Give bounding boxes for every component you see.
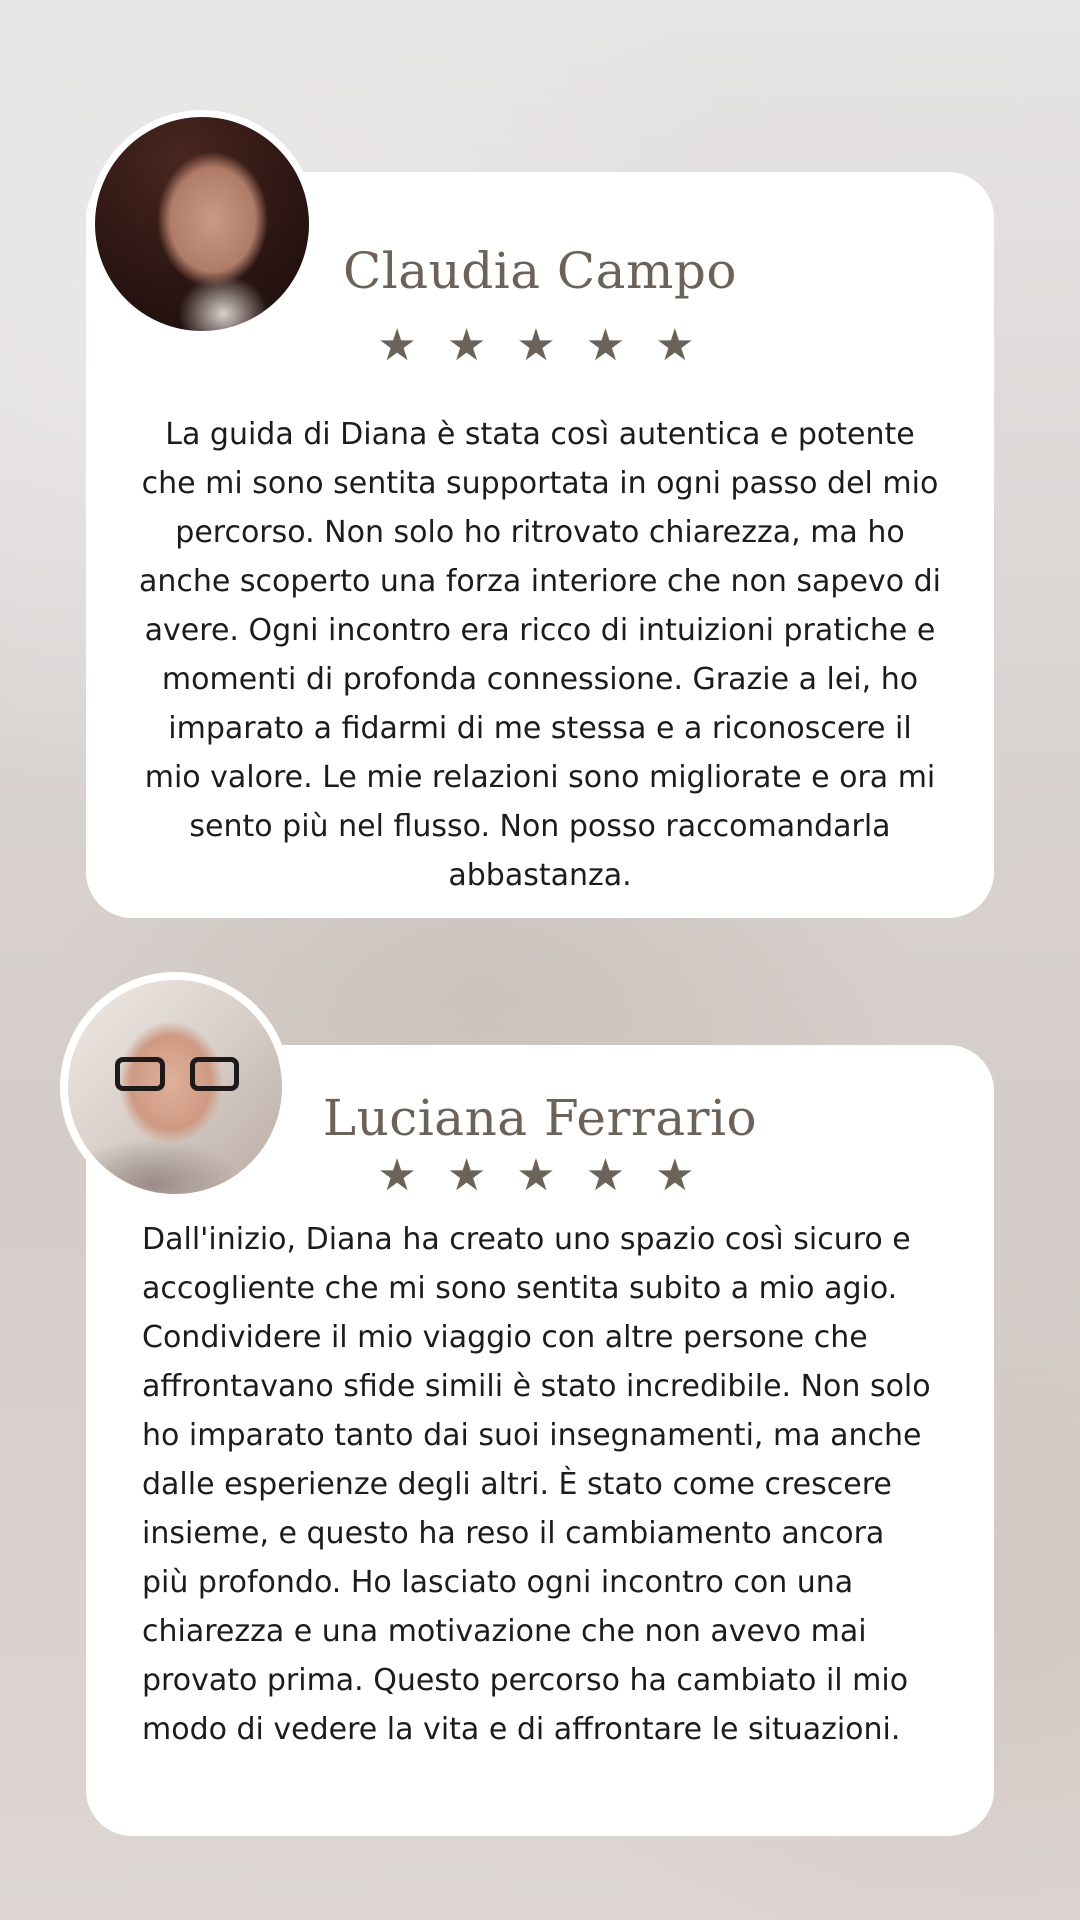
star-icon: ★ xyxy=(655,320,703,371)
reviewer-photo xyxy=(95,117,309,331)
star-icon: ★ xyxy=(585,1150,634,1201)
star-icon: ★ xyxy=(516,1150,564,1201)
star-icon: ★ xyxy=(377,1150,425,1201)
star-icon: ★ xyxy=(377,320,425,371)
star-icon: ★ xyxy=(516,320,564,371)
reviewer-name: Luciana Ferrario xyxy=(322,1089,758,1147)
glasses-decoration xyxy=(115,1057,239,1091)
star-icon: ★ xyxy=(655,1150,703,1201)
reviewer-photo xyxy=(68,980,282,1194)
review-text: Dall'inizio, Diana ha creato uno spazio così sicuro e accogliente che mi sono sentita subito a mio agio. Condividere il mio viaggio con altre persone che affrontavano sfide simili è stato incredibile. Non solo ho imparato tanto dai suoi insegnamenti, ma anche dalle esperienze degli altri. È stato come crescere insieme, e questo ha reso il cambiamento ancora più profondo. Ho lasciato ogni incontro con una chiarezza e una motivazione che non avevo mai provato prima. Questo percorso ha cambiato il mio modo di vedere la vita e di affrontare le situazioni. xyxy=(142,1222,931,1747)
review-text: La guida di Diana è stata così autentica e potente che mi sono sentita supportata in ogni passo del mio percorso. Non solo ho ritrovato chiarezza, ma ho anche scoperto una forza interiore che non sapevo di avere. Ogni incontro era ricco di intuizioni pratiche e momenti di profonda connessione. Grazie a lei, ho imparato a fidarmi di me stessa e a riconoscere il mio valore. Le mie relazioni sono migliorate e ora mi sento più nel flusso. Non posso raccomandarla abbastanza. xyxy=(139,417,941,893)
reviewer-name: Claudia Campo xyxy=(342,242,738,300)
avatar xyxy=(60,972,290,1202)
avatar xyxy=(88,110,316,338)
star-icon: ★ xyxy=(446,1150,495,1201)
star-icon: ★ xyxy=(585,320,634,371)
star-icon: ★ xyxy=(446,320,495,371)
